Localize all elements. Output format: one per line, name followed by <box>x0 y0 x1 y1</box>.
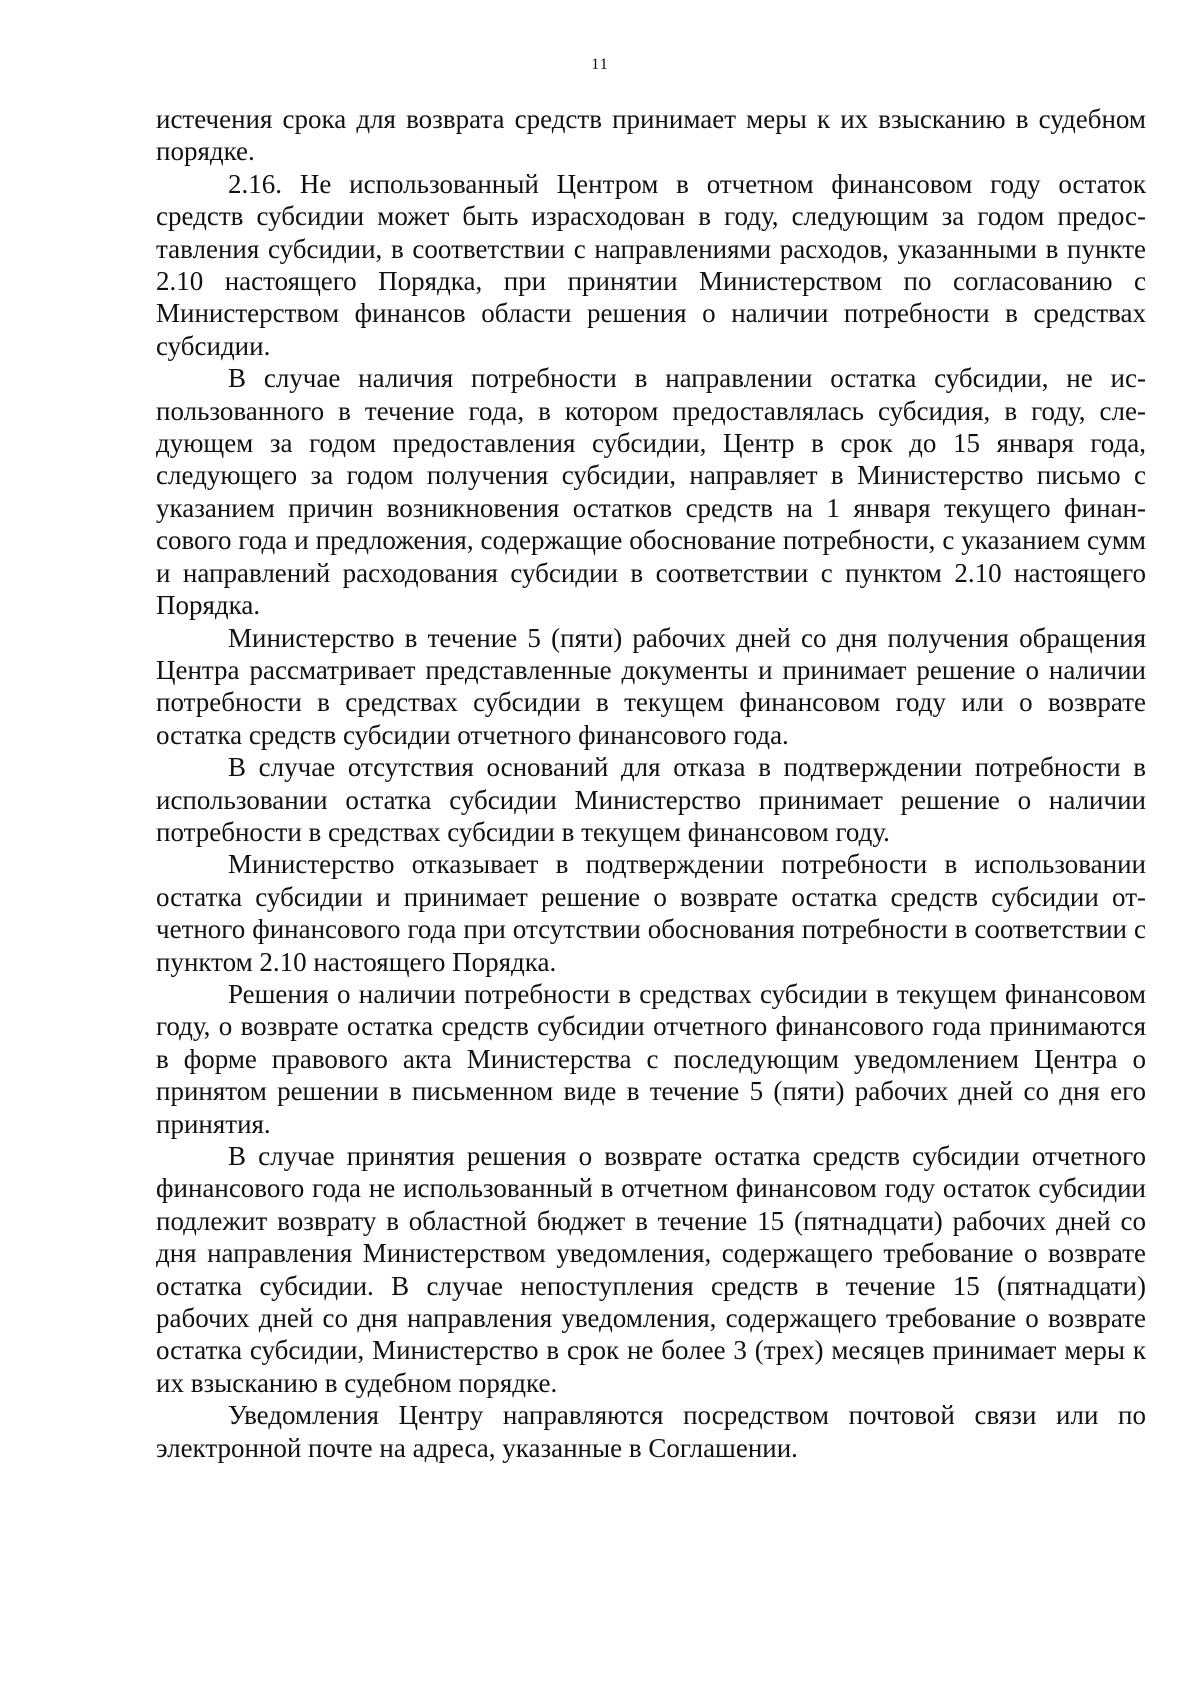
page-number: 11 <box>591 56 609 73</box>
paragraph-decisions-form: Решения о наличии потребности в средствах субсидии в текущем финансовом году, о возврате остатка средств субсидии отчетного финансового года принимаются в форме правового акта Министерства с последующим уведомлением Центра о принятом решении в письменном виде в течение 5 (пяти) рабочих дней со дня его принятия. <box>156 978 1146 1139</box>
paragraph-remainder-request: В случае наличия потребности в направлении остатка субсидии, не использованного в течение года, в котором предоставлялась субсидия, в году, следующем за годом предоставления субсидии, Центр в срок до 15 января года, следующего за годом получения субсидии, направляет в Министерство письмо с указанием причин возникновения остатков средств на 1 января текущего финансового года и предложения, содержащие обоснование потребности, с указанием сумм и направлений расходования субсидии в соответствии с пунктом 2.10 настоящего Порядка. <box>156 363 1146 621</box>
document-body <box>156 103 1146 1464</box>
paragraph-return-remainder: В случае принятия решения о возврате остатка средств субсидии отчетного финансового года не использованный в отчетном финансовом году остаток субсидии подлежит возврату в областной бюджет в течение 15 (пятнадцати) рабочих дней со дня направления Министерством уведомления, содержащего требование о возврате остатка субсидии. В случае непоступления средств в течение 15 (пятнадцати) рабочих дней со дня направления уведомления, содержащего требование о возврате остатка субсидии, Министерство в срок не более 3 (трех) месяцев принимает меры к их взысканию в судебном порядке. <box>156 1141 1146 1398</box>
paragraph-ministry-refusal: Министерство отказывает в подтверждении потребности в использовании остатка субсидии и принимает решение о возврате остатка средств субсидии отчетного финансового года при отсутствии обоснования потребности в соответствии с пунктом 2.10 настоящего Порядка. <box>156 849 1146 977</box>
paragraph-ministry-review: Министерство в течение 5 (пяти) рабочих дней со дня получения обращения Центра рассматривает представленные документы и принимает решение о наличии потребности в средствах субсидии в текущем финансовом году или о возврате остатка средств субсидии отчетного финансового года. <box>156 622 1146 750</box>
paragraph-no-refusal-grounds: В случае отсутствия оснований для отказа в подтверждении потребности в использовании остатка субсидии Министерство принимает решение о наличии потребности в средствах субсидии в текущем финансовом году. <box>156 752 1146 847</box>
paragraph-2-16: 2.16. Не использованный Центром в отчетном финансовом году остаток средств субсидии может быть израсходован в году, следующим за годом предоставления субсидии, в соответствии с направлениями расходов, указанными в пункте 2.10 настоящего Порядка, при принятии Министерством по согласованию с Министерством финансов области решения о наличии потребности в средствах субсидии. <box>156 168 1146 361</box>
paragraph-notifications: Уведомления Центру направляются посредством почтовой связи или по электронной почте на адреса, указанные в Соглашении. <box>156 1400 1146 1463</box>
paragraph-continuation: истечения срока для возврата средств принимает меры к их взысканию в судебном порядке. <box>156 104 1146 167</box>
